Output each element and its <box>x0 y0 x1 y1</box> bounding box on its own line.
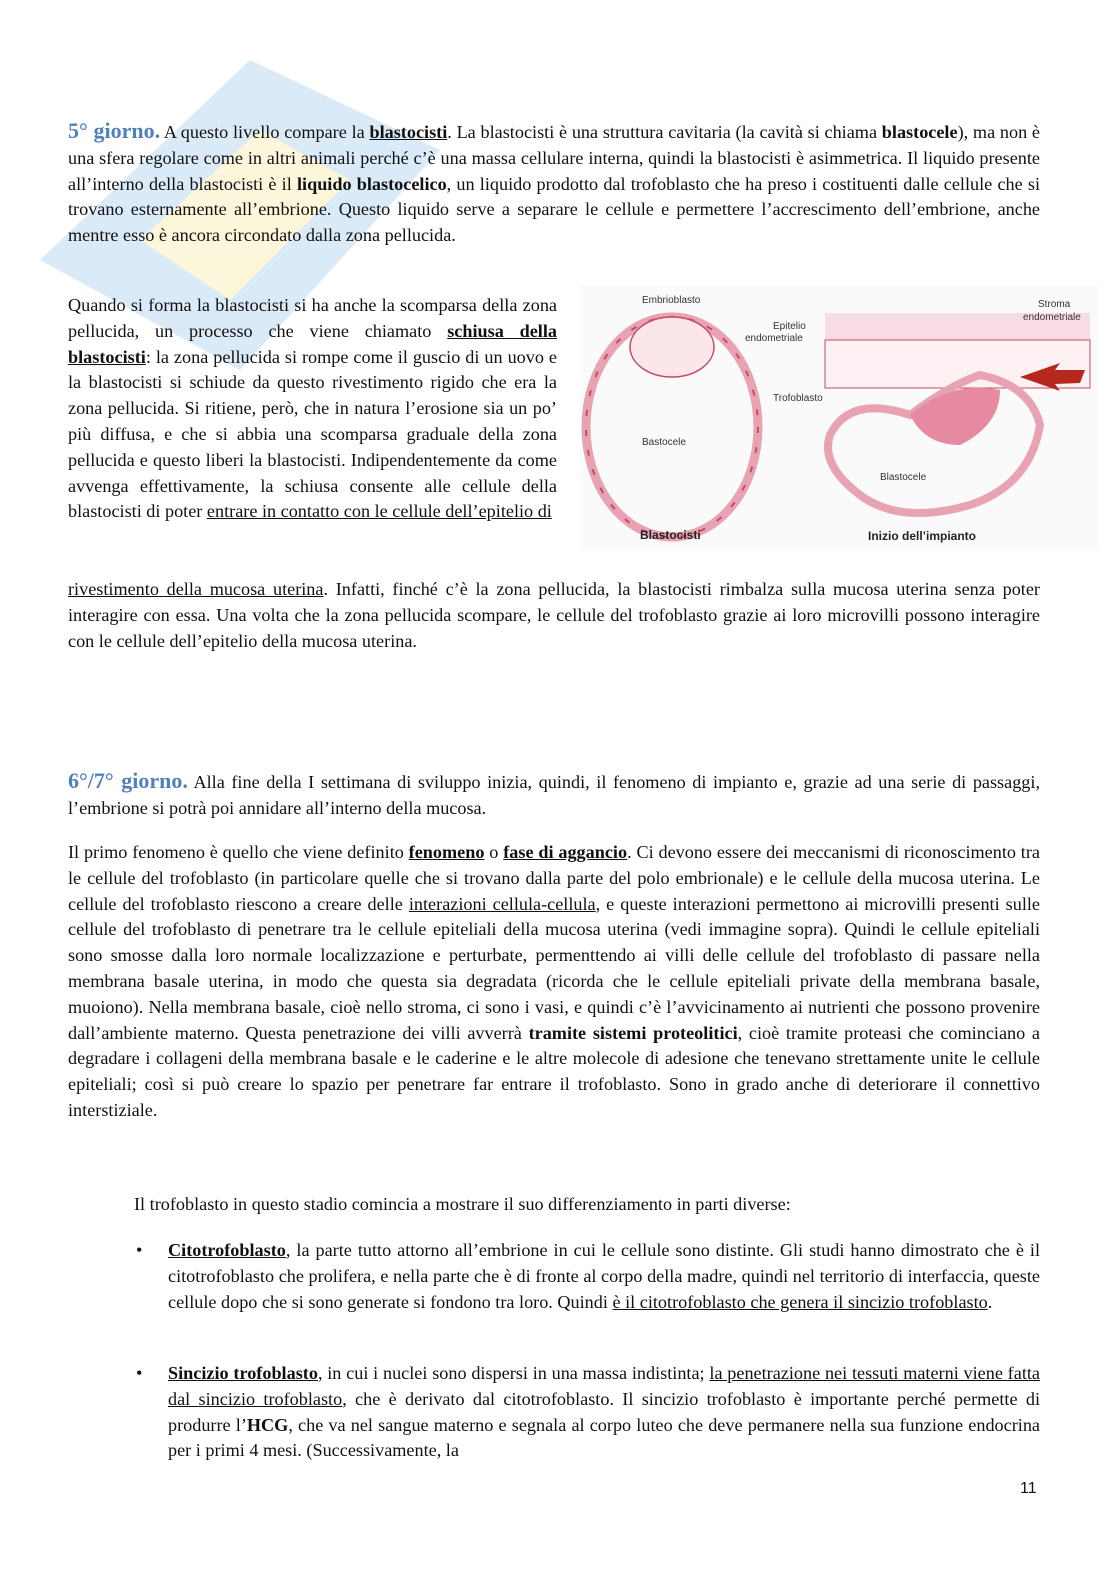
emphasized-term: fase di aggancio <box>503 842 628 862</box>
paragraph-fase-aggancio <box>68 840 1040 1124</box>
emphasized-term: blastocisti <box>369 122 448 142</box>
text-run: , cioè tramite proteasi che cominciano a degradare i collageni della membrana basale e le caderine e le altre molecole di adesione che tenevano strettamente unite le cellule epiteliali; così si può creare lo spazio per penetrare far entrare il trofoblasto. Sono in grado anche di deteriorare il connettivo interstiziale. <box>68 1022 1040 1120</box>
paragraph-differenziamento <box>134 1192 1040 1218</box>
emphasized-term: è il citotrofoblasto che genera il sincizio trofoblasto <box>612 1291 988 1312</box>
emphasized-term: liquido blastocelico <box>296 173 447 194</box>
text-run: , che è derivato dal citotrofoblasto. Il sincizio trofoblasto è importante perché permette di produrre l’ <box>168 1388 1040 1435</box>
paragraph-6-7-giorno <box>68 768 1040 822</box>
caption-impianto: Inizio dell’impianto <box>868 529 976 543</box>
text-run: Il trofoblasto in questo stadio comincia a mostrare il suo differenziamento in parti diverse: <box>134 1194 791 1214</box>
emphasized-term: blastocele <box>881 122 958 142</box>
label-stroma-2: endometriale <box>1023 312 1081 323</box>
emphasized-term: tramite sistemi proteolitici <box>528 1022 738 1043</box>
text-run: ), ma non è una sfera regolare come in altri animali perché c’è una massa cellulare interna, quindi la blastocisti è asimmetrica. Il liquido presente all’interno della blastocisti è il <box>68 122 1040 194</box>
emphasized-term: la penetrazione nei tessuti materni viene fatta dal sincizio trofoblasto <box>168 1363 1040 1409</box>
text-run: , un liquido prodotto dal trofoblasto che ha preso i costituenti dalle cellule che si trovano esternamente all’embrione. Questo liquido serve a separare le cellule e permettere l’accrescimento dell’embrione, anche mentre esso è ancora circondato dalla zona pellucida. <box>68 173 1040 246</box>
blastocyst-drawing <box>586 317 758 537</box>
emphasized-term: HCG <box>246 1414 289 1435</box>
emphasized-term: interazioni cellula-cellula <box>408 893 596 914</box>
label-bastocele: Bastocele <box>642 437 686 448</box>
paragraph-schiusa-cont <box>68 577 1040 654</box>
emphasized-term: rivestimento della mucosa uterina <box>68 579 324 599</box>
page-number: 11 <box>1020 1480 1037 1497</box>
text-run: , la parte tutto attorno all’embrione in cui le cellule sono distinte. Gli studi hanno dimostrato che è il citotrofoblasto che prolifera, e nella parte che è di fronte al corpo della madre, quindi nel territorio di interfaccia, queste cellule dopo che si sono generate si fondono tra loro. Quindi <box>168 1240 1040 1312</box>
text-run: , che va nel sangue materno e segnala al corpo luteo che deve permanere nella sua funzione endocrina per i primi 4 mesi. (Successivamente, la <box>168 1414 1040 1461</box>
text-run: . Infatti, finché c’è la zona pellucida, la blastocisti rimbalza sulla mucosa uterina senza poter interagire con essa. Una volta che la zona pellucida scompare, le cellule del trofoblasto grazie ai loro microvilli possono interagire con le cellule dell’epitelio della mucosa uterina. <box>68 579 1040 651</box>
label-trofoblasto: Trofoblasto <box>773 393 823 404</box>
text-run: Il primo fenomeno è quello che viene definito <box>68 842 409 862</box>
text-run: Quando si forma la blastocisti si ha anche la scomparsa della zona pellucida, un processo che viene chiamato <box>68 295 557 341</box>
paragraph-5-giorno <box>68 118 1040 249</box>
emphasized-term: fenomeno <box>408 842 485 862</box>
paragraph-schiusa <box>68 293 557 525</box>
text-run: o <box>484 842 504 862</box>
text-run: A questo livello compare la <box>160 122 370 142</box>
implantation-drawing <box>825 313 1090 513</box>
label-stroma: Stroma <box>1038 299 1071 310</box>
label-embrioblasto: Embrioblasto <box>642 295 701 306</box>
emphasized-term: schiusa della blastocisti <box>68 320 557 367</box>
label-epitelio-2: endometriale <box>745 333 803 344</box>
text-run: . Ci devono essere dei meccanismi di riconoscimento tra le cellule del trofoblasto (in particolare quelle che si trovano dalla parte del polo embrionale) e le cellule della mucosa uterina. Le cellule del trofoblasto riescono a creare delle <box>68 842 1040 914</box>
label-blastocele: Blastocele <box>880 472 927 483</box>
emphasized-term: entrare in contatto con le cellule dell’epitelio di <box>206 501 552 522</box>
list-item-sincizio <box>168 1361 1040 1464</box>
caption-blastocisti: Blastocisti <box>640 528 701 542</box>
text-run: . La blastocisti è una struttura cavitaria (la cavità si chiama <box>447 122 882 142</box>
blastocyst-figure <box>580 285 1098 550</box>
list-item-citotrofoblasto <box>168 1238 1040 1315</box>
label-epitelio: Epitelio <box>773 321 806 332</box>
text-run: : la zona pellucida si rompe come il guscio di un uovo e la blastocisti si schiude da questo rivestimento rigido che era la zona pellucida. Si ritiene, però, che in natura l’erosione sia un po’ più diffusa, e che si abbia una scomparsa graduale della zona pellucida e questo liberi la blastocisti. Indipendentemente da come avvenga effettivamente, la schiusa consente alle cellule della blastocisti di poter <box>68 346 557 522</box>
text-run: . <box>987 1291 993 1312</box>
text-run: , in cui i nuclei sono dispersi in una massa indistinta; <box>317 1363 710 1383</box>
emphasized-term: Citotrofoblasto <box>168 1240 286 1260</box>
text-run: Alla fine della I settimana di sviluppo inizia, quindi, il fenomeno di impianto e, grazie ad una serie di passaggi, l’embrione si potrà poi annidare all’interno della mucosa. <box>68 772 1040 818</box>
emphasized-term: Sincizio trofoblasto <box>168 1363 318 1383</box>
section-heading: 5° giorno. <box>68 118 161 143</box>
text-run: , e queste interazioni permettono ai microvilli presenti sulle cellule del trofoblasto di penetrare tra le cellule epiteliali della mucosa uterina (vedi immagine sopra). Quindi le cellule epiteliali sono smosse dalla loro normale localizzazione e perturbate, permenttendo ai villi delle cellule del trofoblasto di passare nella membrana basale uterina, in modo che questa sia degradata (ricorda che le cellule epiteliali private della membrana basale, muoiono). Nella membrana basale, cioè nello stroma, ci sono i vasi, e quindi c’è l’avvicinamento ai nutrienti che possono provenire dall’ambiente materno. Questa penetrazione dei villi avverrà <box>68 893 1041 1043</box>
section-heading: 6°/7° giorno. <box>68 768 188 793</box>
